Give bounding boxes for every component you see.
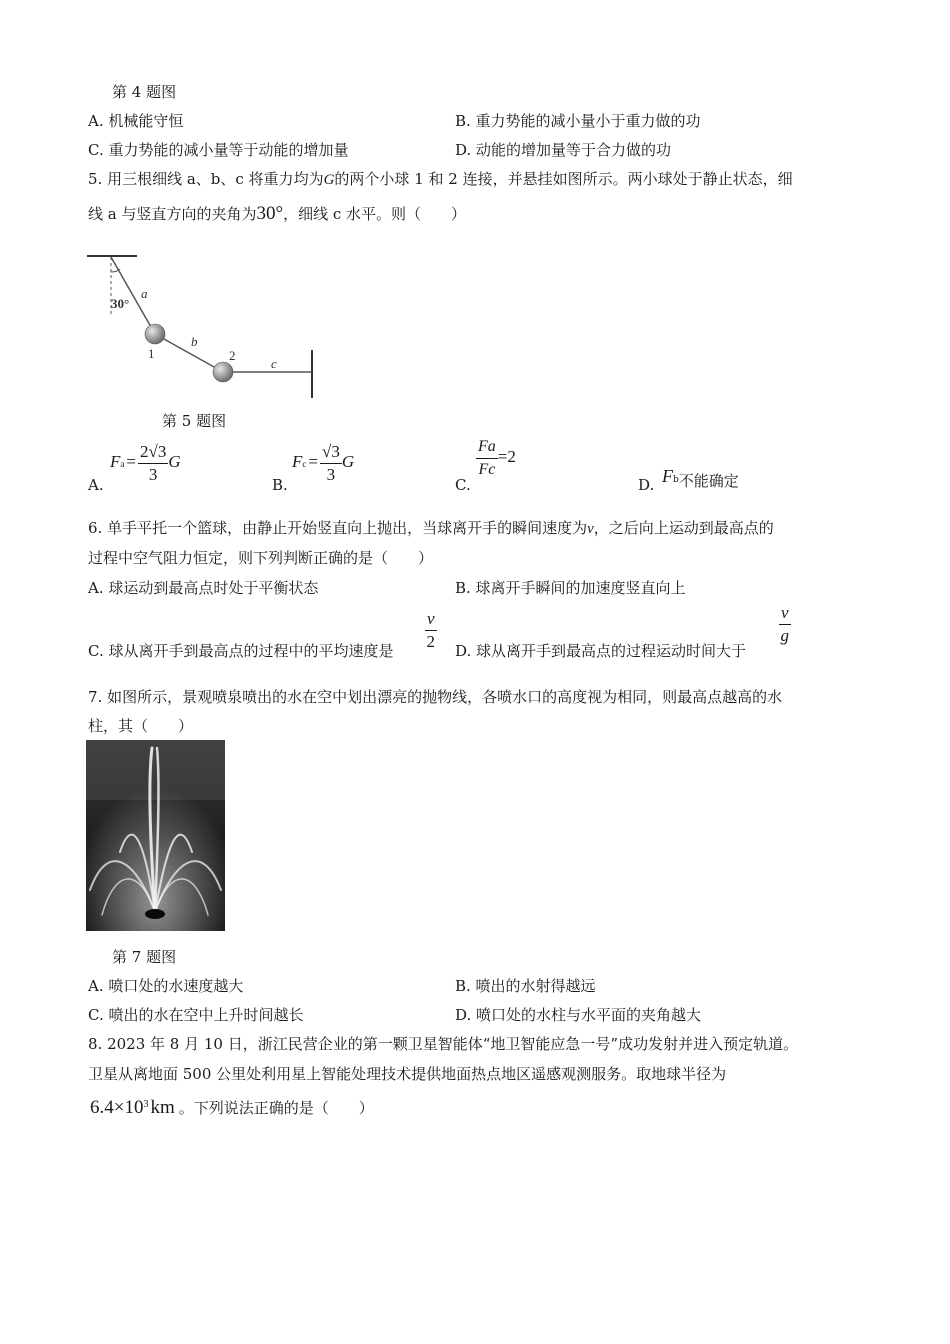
angle-label: 30° xyxy=(111,296,130,311)
q8-stem-line1: 8. 2023 年 8 月 10 日，浙江民营企业的第一颗卫星智能体“地卫智能应急一号”成功发射并进入预定轨道。 xyxy=(88,1035,799,1053)
q5-option-c-letter[interactable]: C. xyxy=(455,476,471,494)
q5-option-d-letter[interactable]: D. xyxy=(638,476,655,494)
label-a: a xyxy=(141,286,148,301)
q7-option-a[interactable]: A. 喷口处的水速度越大 xyxy=(88,977,244,995)
q7-option-b[interactable]: B. 喷出的水射得越远 xyxy=(455,977,596,995)
q6-option-d-text[interactable]: D. 球从离开手到最高点的过程运动时间大于 xyxy=(455,642,747,660)
q6-option-c-text[interactable]: C. 球从离开手到最高点的过程中的平均速度是 xyxy=(88,642,394,660)
ball-1-label: 1 xyxy=(148,346,155,361)
q8-stem-line3: $6.4\times 10^3$ km 。下列说法正确的是（ ） xyxy=(90,1097,374,1118)
fountain-photo xyxy=(86,740,225,931)
q7-stem-line1: 7. 如图所示，景观喷泉喷出的水在空中划出漂亮的抛物线，各喷水口的高度视为相同，则最高点越高的水 xyxy=(88,688,783,706)
q6-option-c-fraction[interactable]: $\frac{v}{2}$ xyxy=(426,609,436,651)
q4-caption: 第 4 题图 xyxy=(112,83,177,101)
q5-option-c-formula[interactable]: $\frac{Fa}{Fc}$ =2 xyxy=(478,438,516,478)
q5-option-a-letter[interactable]: A. xyxy=(88,476,104,494)
label-b: b xyxy=(191,334,198,349)
string-b xyxy=(155,334,223,372)
q6-option-a[interactable]: A. 球运动到最高点时处于平衡状态 xyxy=(88,579,319,597)
q4-option-a[interactable]: A. 机械能守恒 xyxy=(88,112,184,130)
q5-option-b-letter[interactable]: B. xyxy=(272,476,288,494)
q5-stem-line1: 5. 用三根细线 a、b、c 将重力均为G的两个小球 1 和 2 连接，并悬挂如图所示。两小球处于静止状态，细 xyxy=(88,170,793,188)
ball-2 xyxy=(213,362,233,382)
q7-stem-line2: 柱，其（ ） xyxy=(88,717,194,735)
q5-stem-line2: 线 a 与竖直方向的夹角为30°，细线 c 水平。则（ ） xyxy=(88,203,467,224)
q6-option-b[interactable]: B. 球离开手瞬间的加速度竖直向上 xyxy=(455,579,686,597)
q7-option-d[interactable]: D. 喷口处的水柱与水平面的夹角越大 xyxy=(455,1006,702,1024)
q8-stem-line2: 卫星从离地面 500 公里处利用星上智能处理技术提供地面热点地区遥感观测服务。取地球半径为 xyxy=(88,1065,727,1083)
q4-option-c[interactable]: C. 重力势能的减小量等于动能的增加量 xyxy=(88,141,349,159)
q5-caption: 第 5 题图 xyxy=(162,412,227,430)
q5-option-a-formula[interactable]: Fa = $\frac{2√3}{3}$ G xyxy=(110,442,181,484)
q5-figure xyxy=(85,250,325,402)
ball-1 xyxy=(145,324,165,344)
q7-option-c[interactable]: C. 喷出的水在空中上升时间越长 xyxy=(88,1006,304,1024)
q5-option-d-formula[interactable]: Fb不能确定 xyxy=(662,466,739,490)
q7-caption: 第 7 题图 xyxy=(112,948,177,966)
q5-option-b-formula[interactable]: Fc = $\frac{√3}{3}$ G xyxy=(292,442,355,484)
label-c: c xyxy=(271,356,277,371)
q6-stem-line2: 过程中空气阻力恒定，则下列判断正确的是（ ） xyxy=(88,549,434,567)
q4-option-b[interactable]: B. 重力势能的减小量小于重力做的功 xyxy=(455,112,701,130)
q6-option-d-fraction[interactable]: $\frac{v}{g}$ xyxy=(780,603,790,645)
q6-stem-line1: 6. 单手平托一个篮球，由静止开始竖直向上抛出，当球离开手的瞬间速度为v，之后向上运动到最高点的 xyxy=(88,519,774,537)
ball-2-label: 2 xyxy=(229,348,236,363)
q4-option-d[interactable]: D. 动能的增加量等于合力做的功 xyxy=(455,141,672,159)
